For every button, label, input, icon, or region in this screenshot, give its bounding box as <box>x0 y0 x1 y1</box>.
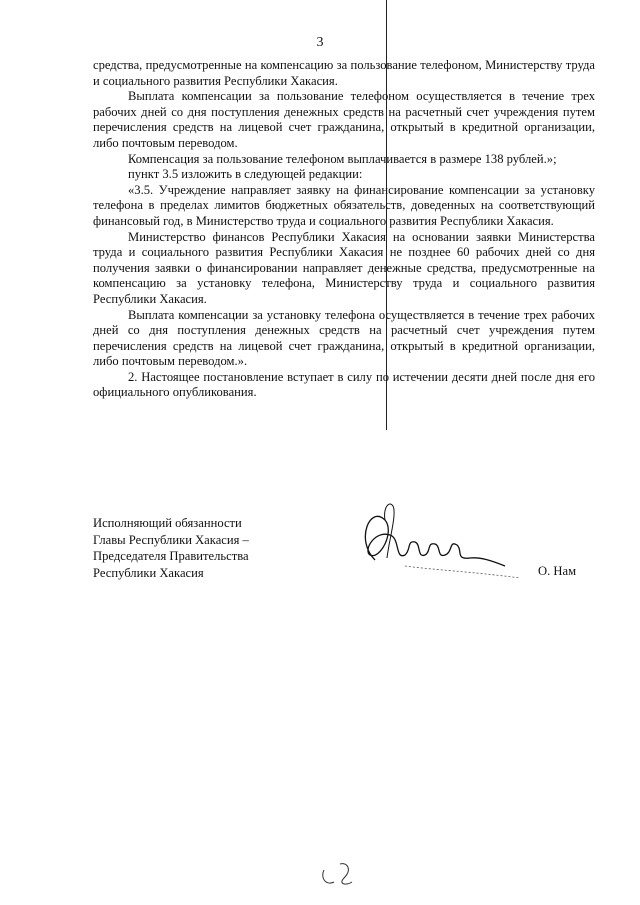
paragraph-3: Компенсация за пользование телефоном выплачивается в размере 138 рублей.»; <box>128 151 557 166</box>
handwritten-signature <box>345 500 525 590</box>
paragraph-7: Выплата компенсации за установку телефона осуществляется в течение трех рабочих дней со дня поступления денежных средств на расчетный счет учреждения путем перечисления средств на лицевой счет гражданина, открытый в кредитной организации, либо почтовым переводом.». <box>93 307 595 369</box>
signatory-line: Исполняющий обязанности <box>93 516 242 530</box>
signatory-line: Республики Хакасия <box>93 565 204 580</box>
paragraph-6: Министерство финансов Республики Хакасия на основании заявки Министерства труда и социального развития Республики Хакасия не позднее 60 рабочих дней со дня получения заявки о финансировании направляет денежные средства, предусмотренные на компенсацию за установку телефона, Министерству труда и социального развития Республики Хакасия. <box>93 229 595 306</box>
paragraph-5: «3.5. Учреждение направляет заявку на финансирование компенсации за установку телефона в пределах лимитов бюджетных обязательств, доведенных на соответствующий финансовый год, в Министерство труда и социального развития Республики Хакасия. <box>93 182 595 228</box>
signer-name: О. Нам <box>538 564 577 578</box>
paragraph-1: средства, предусмотренные на компенсацию за пользование телефоном, Министерству труда и социального развития Республики Хакасия. <box>93 58 595 88</box>
paragraph-4: пункт 3.5 изложить в следующей редакции: <box>128 167 363 182</box>
page-number: 3 <box>316 35 324 50</box>
signatory-block <box>93 515 249 581</box>
document-body <box>93 58 595 401</box>
signatory-line: Главы Республики Хакасия – <box>93 532 249 547</box>
paragraph-8: 2. Настоящее постановление вступает в силу по истечении десяти дней после дня его официального опубликования. <box>93 369 595 400</box>
signatory-line: Председателя Правительства <box>93 549 249 563</box>
paragraph-2: Выплата компенсации за пользование телефоном осуществляется в течение трех рабочих дней со дня поступления денежных средств на расчетный счет учреждения путем перечисления средств на лицевой счет гражданина, открытый в кредитной организации, либо почтовым переводом. <box>93 89 595 150</box>
handwritten-mark <box>318 858 358 888</box>
